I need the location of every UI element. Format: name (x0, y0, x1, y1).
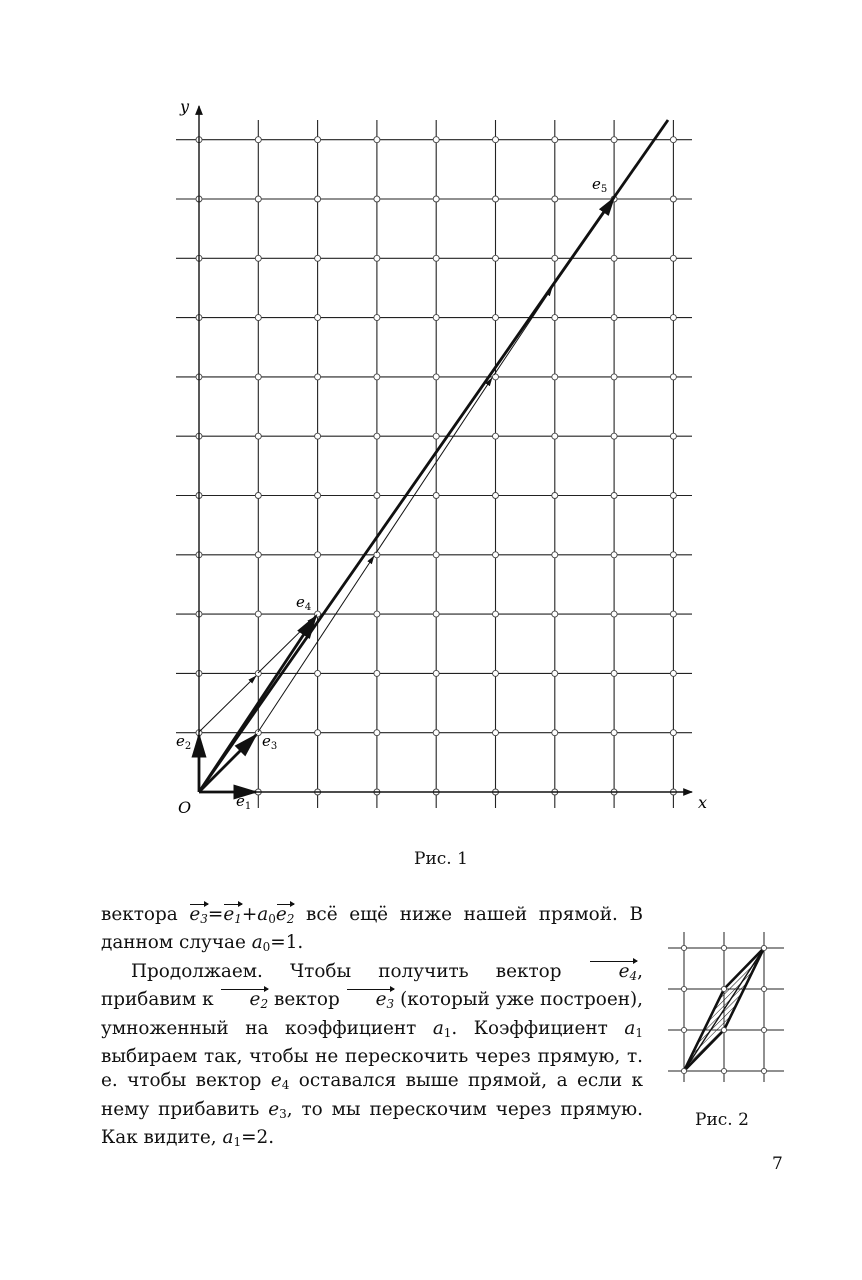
grid-node (552, 493, 558, 499)
grid-node (611, 137, 617, 143)
grid-node (552, 730, 558, 736)
grid-node (670, 255, 676, 261)
grid-node (255, 255, 261, 261)
grid-node (493, 433, 499, 439)
grid-node (493, 670, 499, 676)
grid-node (374, 552, 380, 558)
grid-node (493, 315, 499, 321)
grid-node (670, 433, 676, 439)
grid-node (611, 730, 617, 736)
grid-node (374, 670, 380, 676)
grid-node (670, 730, 676, 736)
label-e1: $e_1$ (236, 792, 252, 812)
grid-node (433, 670, 439, 676)
grid-node (552, 611, 558, 617)
figure-1-caption: Рис. 1 (414, 849, 468, 869)
grid-node (493, 730, 499, 736)
page-number: 7 (772, 1154, 783, 1174)
grid-node (433, 315, 439, 321)
grid-node (493, 137, 499, 143)
grid-node (255, 730, 261, 736)
grid-node (255, 611, 261, 617)
grid-node (315, 196, 321, 202)
grid-node (315, 552, 321, 558)
grid-node (670, 137, 676, 143)
figure-2 (660, 928, 790, 1088)
grid-node (315, 670, 321, 676)
grid-node (374, 433, 380, 439)
grid-node (374, 374, 380, 380)
grid-node (374, 315, 380, 321)
grid-node (552, 255, 558, 261)
body-text (101, 903, 643, 1155)
grid-node (374, 611, 380, 617)
grid-node (611, 670, 617, 676)
grid-node (374, 493, 380, 499)
grid-node (611, 493, 617, 499)
grid-node (493, 493, 499, 499)
grid-node (670, 315, 676, 321)
grid-node (493, 255, 499, 261)
grid-node (374, 137, 380, 143)
grid-node (611, 433, 617, 439)
grid-node (611, 255, 617, 261)
grid-node (611, 374, 617, 380)
grid-node (670, 374, 676, 380)
vector-e3 (199, 735, 256, 792)
grid-node (433, 137, 439, 143)
grid-node (552, 433, 558, 439)
grid-node (255, 433, 261, 439)
grid-node (315, 255, 321, 261)
grid-node (315, 137, 321, 143)
y-axis-label: y (180, 97, 190, 116)
grid-node (493, 611, 499, 617)
construction-arrow (258, 556, 374, 732)
label-e5: $e_5$ (592, 175, 608, 195)
figure-2-caption: Рис. 2 (695, 1110, 749, 1130)
grid-node (255, 374, 261, 380)
grid-node (493, 374, 499, 380)
grid-node (255, 196, 261, 202)
grid-node (315, 374, 321, 380)
grid-node (670, 670, 676, 676)
grid-node (315, 433, 321, 439)
grid-lines (176, 120, 692, 808)
grid-node (552, 137, 558, 143)
grid-node (433, 433, 439, 439)
grid-node (611, 552, 617, 558)
grid-node (611, 315, 617, 321)
grid-node (552, 670, 558, 676)
grid-node (315, 493, 321, 499)
grid-node (255, 493, 261, 499)
grid-node (670, 493, 676, 499)
grid-node (315, 315, 321, 321)
paragraph-1: вектора $e_3=e_1+a_0e_2$ всё ещё ниже нашей прямой. В данном случае $a_0=1$. (101, 904, 644, 955)
grid-node (552, 196, 558, 202)
grid-node (433, 374, 439, 380)
grid-node (493, 196, 499, 202)
grid-node (433, 255, 439, 261)
grid-node (670, 552, 676, 558)
grid-node (552, 315, 558, 321)
construction-arrow (376, 378, 492, 553)
x-axis-label: x (698, 793, 708, 812)
grid-node (493, 552, 499, 558)
grid-node (374, 196, 380, 202)
label-e3: $e_3$ (262, 732, 278, 752)
grid-node (374, 255, 380, 261)
grid-node (255, 552, 261, 558)
grid-node (552, 552, 558, 558)
grid-node (433, 493, 439, 499)
grid-node (315, 730, 321, 736)
grid-node (552, 374, 558, 380)
label-e2: $e_2$ (176, 732, 192, 752)
label-e4: $e_4$ (296, 593, 312, 613)
grid-node (433, 730, 439, 736)
grid-node (611, 611, 617, 617)
grid-node (670, 611, 676, 617)
grid-node (433, 196, 439, 202)
grid-node (374, 730, 380, 736)
grid-node (255, 137, 261, 143)
paragraph-2: Продолжаем. Чтобы получить вектор $e_4$, прибавим к $e_2$ вектор $e_3$ (который уже построен), умноженный на коэффициент $a_1$. Коэффициент $a_1$ выбираем так, чтобы не перескочить через прямую, т. е. чтобы вектор $e_4$ оставался выше прямой, а если к нему прибавить $e_3$, то мы перескочим через прямую. Как видите, $a_1=2$. (101, 960, 643, 1150)
grid-node (433, 552, 439, 558)
origin-label: O (178, 798, 192, 817)
grid-node (255, 315, 261, 321)
grid-node (433, 611, 439, 617)
grid-node (670, 196, 676, 202)
